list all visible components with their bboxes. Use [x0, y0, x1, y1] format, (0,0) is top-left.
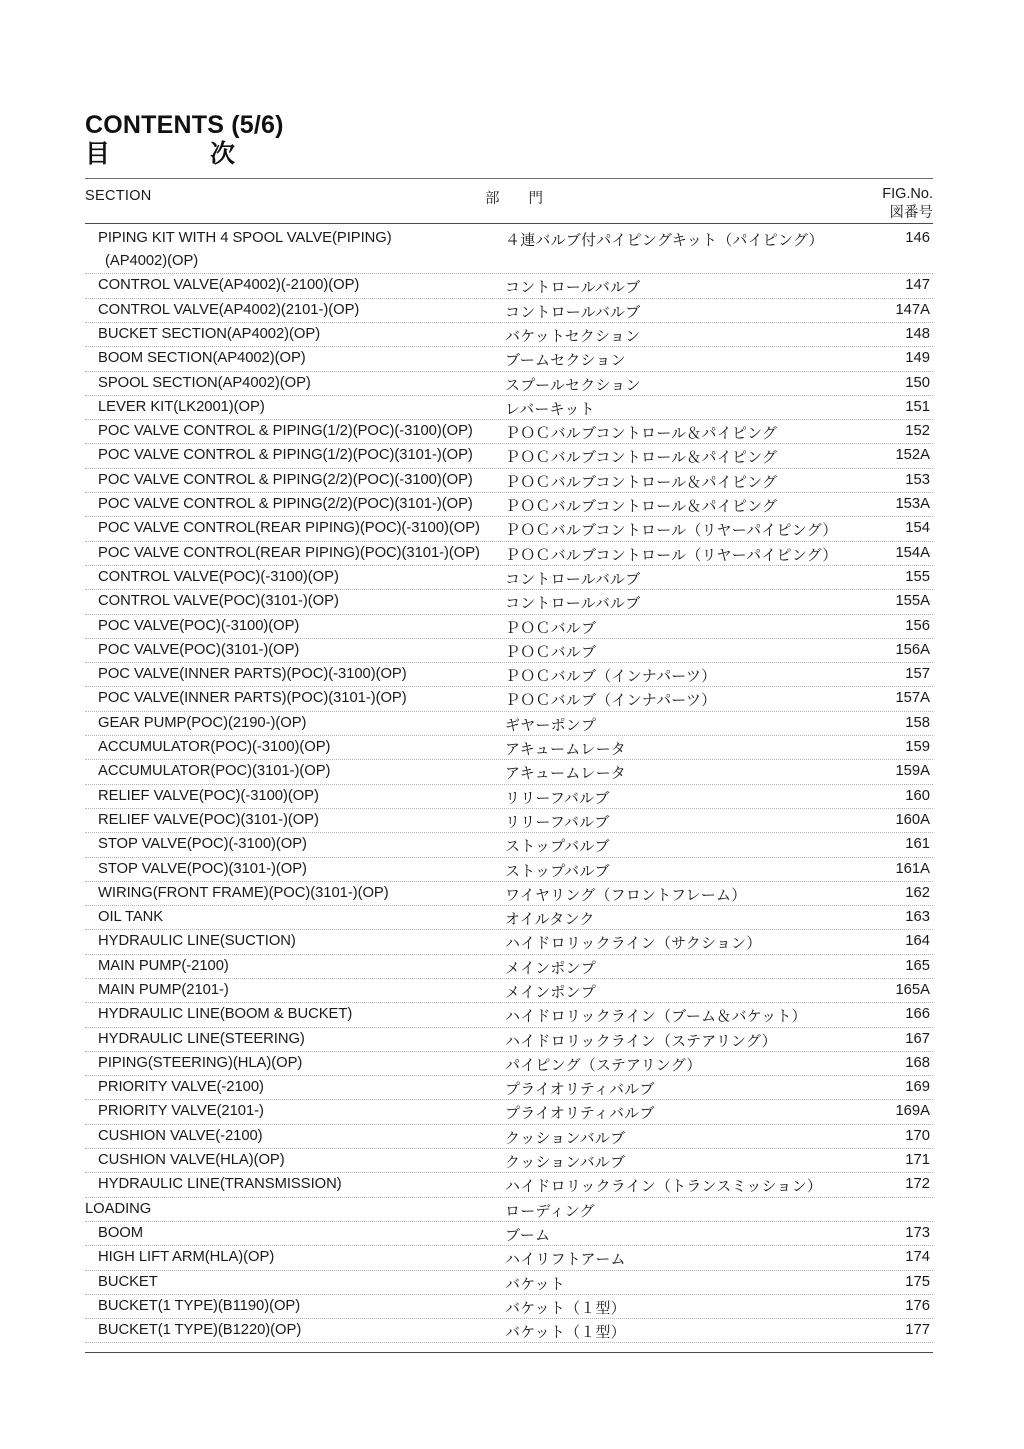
row-section-name-japanese: ＰＯＣバルブコントロール＆パイピング	[505, 425, 778, 443]
row-fig-number: 147A	[895, 301, 930, 318]
row-section-name-english: ACCUMULATOR(POC)(-3100)(OP)	[98, 739, 331, 756]
contents-row[interactable]	[85, 299, 933, 323]
contents-sheet	[85, 112, 933, 1353]
row-fig-number: 152	[905, 423, 930, 440]
row-section-name-english: LEVER KIT(LK2001)(OP)	[98, 398, 265, 415]
row-section-name-english: BUCKET	[98, 1273, 158, 1290]
row-section-name-japanese: アキュームレータ	[505, 765, 627, 783]
row-section-name-japanese: ハイドロリックライン（サクション）	[505, 935, 762, 953]
row-section-name-japanese: ４連バルブ付パイピングキット（パイピング）	[505, 232, 824, 249]
contents-row[interactable]	[85, 420, 933, 444]
contents-row[interactable]	[85, 396, 933, 420]
row-fig-number: 154A	[895, 544, 930, 561]
row-section-name-japanese: バケットセクション	[505, 327, 641, 345]
contents-row[interactable]	[85, 542, 933, 566]
column-header-section-japanese: 部 門	[485, 191, 543, 207]
row-section-name-japanese: リリーフバルブ	[505, 789, 610, 807]
contents-row[interactable]	[85, 323, 933, 347]
row-section-name-english: SPOOL SECTION(AP4002)(OP)	[98, 374, 311, 391]
contents-row[interactable]	[85, 687, 933, 711]
contents-row[interactable]	[85, 858, 933, 882]
row-fig-number: 156	[905, 617, 930, 634]
contents-row[interactable]	[85, 566, 933, 590]
contents-row[interactable]	[85, 833, 933, 857]
row-section-name-english: HIGH LIFT ARM(HLA)(OP)	[98, 1249, 275, 1266]
row-section-name-english: MAIN PUMP(-2100)	[98, 957, 229, 974]
row-fig-number: 159	[905, 739, 930, 756]
row-section-name-japanese: ブームセクション	[505, 352, 626, 370]
contents-row[interactable]	[85, 882, 933, 906]
table-bottom-divider	[85, 1352, 933, 1353]
contents-row[interactable]	[85, 785, 933, 809]
row-section-name-japanese: ハイドロリックライン（ブーム＆バケット）	[505, 1008, 807, 1026]
contents-row[interactable]	[85, 227, 933, 274]
row-section-name-english: STOP VALVE(POC)(3101-)(OP)	[98, 860, 307, 877]
row-section-name-english: CONTROL VALVE(POC)(3101-)(OP)	[98, 593, 339, 610]
row-fig-number: 161A	[895, 860, 930, 877]
row-section-name-english: ACCUMULATOR(POC)(3101-)(OP)	[98, 763, 331, 780]
page-title-english: CONTENTS (5/6)	[85, 111, 284, 139]
contents-row[interactable]	[85, 1295, 933, 1319]
contents-row[interactable]	[85, 493, 933, 517]
row-section-name-japanese: バケット（１型）	[505, 1324, 626, 1342]
row-section-name-japanese: プライオリティバルブ	[505, 1081, 655, 1099]
row-section-name-japanese: ハイリフトアーム	[505, 1251, 626, 1269]
row-section-name-japanese: ＰＯＣバルブコントロール＆パイピング	[505, 473, 778, 491]
row-fig-number: 148	[905, 325, 930, 342]
contents-row[interactable]	[85, 1028, 933, 1052]
row-section-name-english: WIRING(FRONT FRAME)(POC)(3101-)(OP)	[98, 884, 389, 901]
contents-row[interactable]	[85, 1125, 933, 1149]
row-fig-number: 170	[905, 1127, 930, 1144]
contents-row[interactable]	[85, 615, 933, 639]
contents-row[interactable]	[85, 639, 933, 663]
contents-row[interactable]	[85, 809, 933, 833]
row-section-name-english: LOADING	[85, 1200, 152, 1217]
row-section-name-japanese: コントロールバルブ	[505, 279, 641, 297]
row-section-name-japanese: ＰＯＣバルブ	[505, 643, 597, 661]
row-fig-number: 155A	[895, 593, 930, 610]
row-section-name-japanese: ＰＯＣバルブ（インナパーツ）	[505, 668, 717, 686]
row-fig-number: 160	[905, 787, 930, 804]
row-section-name-japanese: ＰＯＣバルブコントロール＆パイピング	[505, 498, 778, 516]
row-fig-number: 165	[905, 957, 930, 974]
section-heading-row[interactable]	[85, 1198, 933, 1222]
row-section-name-japanese: ハイドロリックライン（トランスミッション）	[505, 1178, 823, 1196]
row-fig-number: 168	[905, 1054, 930, 1071]
row-section-name-japanese: ギヤーポンプ	[505, 716, 597, 734]
contents-row[interactable]	[85, 1173, 933, 1197]
row-section-name-japanese: バケット	[505, 1275, 566, 1293]
row-section-name-english: OIL TANK	[98, 909, 164, 926]
row-section-name-english: POC VALVE CONTROL & PIPING(2/2)(POC)(-3100)(OP)	[98, 471, 473, 488]
row-section-name-japanese: ストップバルブ	[505, 838, 610, 856]
contents-row[interactable]	[85, 517, 933, 541]
row-section-name-english: POC VALVE CONTROL & PIPING(1/2)(POC)(-3100)(OP)	[98, 423, 473, 440]
row-fig-number: 157	[905, 666, 930, 683]
row-section-name-japanese: コントロールバルブ	[505, 570, 641, 588]
row-section-name-english: PIPING(STEERING)(HLA)(OP)	[98, 1054, 303, 1071]
row-section-name-english: POC VALVE(INNER PARTS)(POC)(3101-)(OP)	[98, 690, 407, 707]
row-section-name-english: HYDRAULIC LINE(SUCTION)	[98, 933, 296, 950]
row-fig-number: 161	[905, 836, 930, 853]
contents-row[interactable]	[85, 1003, 933, 1027]
row-section-name-english: POC VALVE CONTROL & PIPING(1/2)(POC)(3101-)(OP)	[98, 447, 473, 464]
contents-row[interactable]	[85, 1319, 933, 1343]
contents-row[interactable]	[85, 712, 933, 736]
contents-row[interactable]	[85, 1076, 933, 1100]
contents-row[interactable]	[85, 1149, 933, 1173]
row-section-name-japanese: メインポンプ	[505, 959, 596, 977]
row-fig-number: 156A	[895, 641, 930, 658]
row-section-name-english: CONTROL VALVE(POC)(-3100)(OP)	[98, 568, 339, 585]
row-section-name-japanese: ＰＯＣバルブコントロール＆パイピング	[505, 449, 778, 467]
row-section-name-japanese: メインポンプ	[505, 984, 596, 1001]
row-fig-number: 159A	[895, 763, 930, 780]
row-fig-number: 153A	[895, 496, 930, 513]
row-fig-number: 154	[905, 520, 930, 537]
column-header-fig-no	[823, 185, 933, 223]
row-section-name-japanese: ＰＯＣバルブコントロール（リヤーパイピング）	[505, 546, 838, 564]
row-section-name-japanese: スプールセクション	[505, 376, 641, 394]
row-section-name-japanese: ローディング	[505, 1202, 595, 1220]
row-section-name-english: POC VALVE CONTROL(REAR PIPING)(POC)(3101-)(OP)	[98, 544, 480, 561]
row-section-name-japanese: ハイドロリックライン（ステアリング）	[505, 1032, 777, 1050]
row-section-name-english: MAIN PUMP(2101-)	[98, 982, 229, 998]
row-section-name-japanese: パイピング（ステアリング）	[505, 1056, 702, 1074]
contents-row[interactable]	[85, 1222, 933, 1246]
contents-row[interactable]	[85, 979, 933, 1003]
row-fig-number: 164	[905, 933, 930, 950]
row-fig-number: 177	[905, 1322, 930, 1339]
row-section-name-english: HYDRAULIC LINE(TRANSMISSION)	[98, 1176, 342, 1193]
row-section-name-japanese: ブーム	[505, 1226, 551, 1244]
row-section-name-english-continued: (AP4002)(OP)	[105, 253, 199, 269]
row-fig-number: 169	[905, 1079, 930, 1096]
row-section-name-english: POC VALVE(POC)(-3100)(OP)	[98, 617, 300, 634]
row-fig-number: 160A	[895, 811, 930, 828]
row-section-name-japanese: コントロールバルブ	[505, 595, 641, 613]
contents-row[interactable]	[85, 444, 933, 468]
contents-row[interactable]	[85, 955, 933, 979]
row-section-name-english: BUCKET SECTION(AP4002)(OP)	[98, 325, 321, 342]
row-fig-number: 147	[905, 277, 930, 294]
row-section-name-english: CONTROL VALVE(AP4002)(-2100)(OP)	[98, 277, 360, 294]
contents-row[interactable]	[85, 760, 933, 784]
row-section-name-english: BOOM SECTION(AP4002)(OP)	[98, 350, 306, 367]
row-fig-number: 158	[905, 714, 930, 731]
row-section-name-english: POC VALVE CONTROL & PIPING(2/2)(POC)(3101-)(OP)	[98, 496, 473, 513]
row-fig-number: 157A	[895, 690, 930, 707]
row-fig-number: 155	[905, 568, 930, 585]
row-section-name-english: POC VALVE(INNER PARTS)(POC)(-3100)(OP)	[98, 666, 407, 683]
row-fig-number: 162	[905, 884, 930, 901]
column-header-row	[85, 179, 933, 223]
row-fig-number: 163	[905, 909, 930, 926]
row-section-name-english: POC VALVE(POC)(3101-)(OP)	[98, 641, 300, 658]
row-section-name-english: PRIORITY VALVE(2101-)	[98, 1103, 264, 1120]
row-section-name-japanese: クッションバルブ	[505, 1129, 626, 1147]
row-section-name-english: CONTROL VALVE(AP4002)(2101-)(OP)	[98, 301, 360, 318]
row-fig-number: 173	[905, 1224, 930, 1241]
row-section-name-english: PRIORITY VALVE(-2100)	[98, 1079, 264, 1096]
contents-row[interactable]	[85, 906, 933, 930]
row-fig-number: 172	[905, 1176, 930, 1193]
contents-row[interactable]	[85, 736, 933, 760]
column-header-fig-no-japanese: 図番号	[889, 205, 933, 222]
row-section-name-japanese: ストップバルブ	[505, 862, 610, 880]
row-section-name-japanese: コントロールバルブ	[505, 303, 641, 321]
row-section-name-english: BUCKET(1 TYPE)(B1190)(OP)	[98, 1297, 301, 1314]
row-fig-number: 151	[905, 398, 930, 415]
row-fig-number: 149	[905, 350, 930, 367]
contents-table-body	[85, 224, 933, 1343]
row-fig-number: 175	[905, 1273, 930, 1290]
row-section-name-english: BUCKET(1 TYPE)(B1220)(OP)	[98, 1322, 302, 1339]
row-section-name-japanese: ＰＯＣバルブ	[505, 619, 597, 637]
row-section-name-english: HYDRAULIC LINE(BOOM & BUCKET)	[98, 1006, 353, 1023]
row-section-name-japanese: オイルタンク	[505, 911, 595, 929]
row-section-name-japanese: レバーキット	[505, 400, 595, 418]
row-fig-number: 150	[905, 374, 930, 391]
row-fig-number: 171	[905, 1152, 930, 1169]
row-section-name-english: RELIEF VALVE(POC)(-3100)(OP)	[98, 787, 319, 804]
row-fig-number: 152A	[895, 447, 930, 464]
contents-row[interactable]	[85, 1052, 933, 1076]
contents-row[interactable]	[85, 590, 933, 614]
column-header-fig-no-english: FIG.No.	[882, 186, 933, 202]
row-section-name-japanese: クッションバルブ	[505, 1154, 626, 1172]
row-section-name-english: STOP VALVE(POC)(-3100)(OP)	[98, 836, 307, 853]
row-fig-number: 165A	[895, 982, 930, 998]
row-section-name-english: PIPING KIT WITH 4 SPOOL VALVE(PIPING)	[98, 230, 392, 246]
row-section-name-english: HYDRAULIC LINE(STEERING)	[98, 1030, 305, 1047]
row-section-name-english: RELIEF VALVE(POC)(3101-)(OP)	[98, 811, 319, 828]
row-section-name-japanese: リリーフバルブ	[505, 813, 610, 831]
contents-row[interactable]	[85, 1246, 933, 1270]
row-fig-number: 166	[905, 1006, 930, 1023]
contents-row[interactable]	[85, 1100, 933, 1124]
contents-row[interactable]	[85, 469, 933, 493]
row-fig-number: 167	[905, 1030, 930, 1047]
title-block	[85, 112, 933, 169]
row-fig-number: 176	[905, 1297, 930, 1314]
contents-row[interactable]	[85, 663, 933, 687]
row-section-name-english: POC VALVE CONTROL(REAR PIPING)(POC)(-3100)(OP)	[98, 520, 480, 537]
row-section-name-japanese: アキュームレータ	[505, 741, 627, 759]
row-section-name-english: BOOM	[98, 1224, 144, 1241]
row-fig-number: 174	[905, 1249, 930, 1266]
row-section-name-english: CUSHION VALVE(-2100)	[98, 1127, 263, 1144]
page-title-japanese: 目 次	[85, 140, 236, 169]
contents-row[interactable]	[85, 1271, 933, 1295]
contents-row[interactable]	[85, 274, 933, 298]
row-fig-number: 146	[905, 230, 930, 246]
column-header-section: SECTION	[85, 188, 152, 204]
row-section-name-japanese: プライオリティバルブ	[505, 1105, 655, 1123]
row-section-name-japanese: バケット（１型）	[505, 1299, 626, 1317]
row-section-name-english: CUSHION VALVE(HLA)(OP)	[98, 1152, 285, 1169]
row-section-name-english: GEAR PUMP(POC)(2190-)(OP)	[98, 714, 307, 731]
contents-row[interactable]	[85, 347, 933, 371]
contents-row[interactable]	[85, 930, 933, 954]
row-fig-number: 169A	[895, 1103, 930, 1120]
row-section-name-japanese: ワイヤリング（フロントフレーム）	[505, 886, 747, 904]
contents-row[interactable]	[85, 372, 933, 396]
row-section-name-japanese: ＰＯＣバルブコントロール（リヤーパイピング）	[505, 522, 838, 540]
row-section-name-japanese: ＰＯＣバルブ（インナパーツ）	[505, 692, 717, 710]
row-fig-number: 153	[905, 471, 930, 488]
